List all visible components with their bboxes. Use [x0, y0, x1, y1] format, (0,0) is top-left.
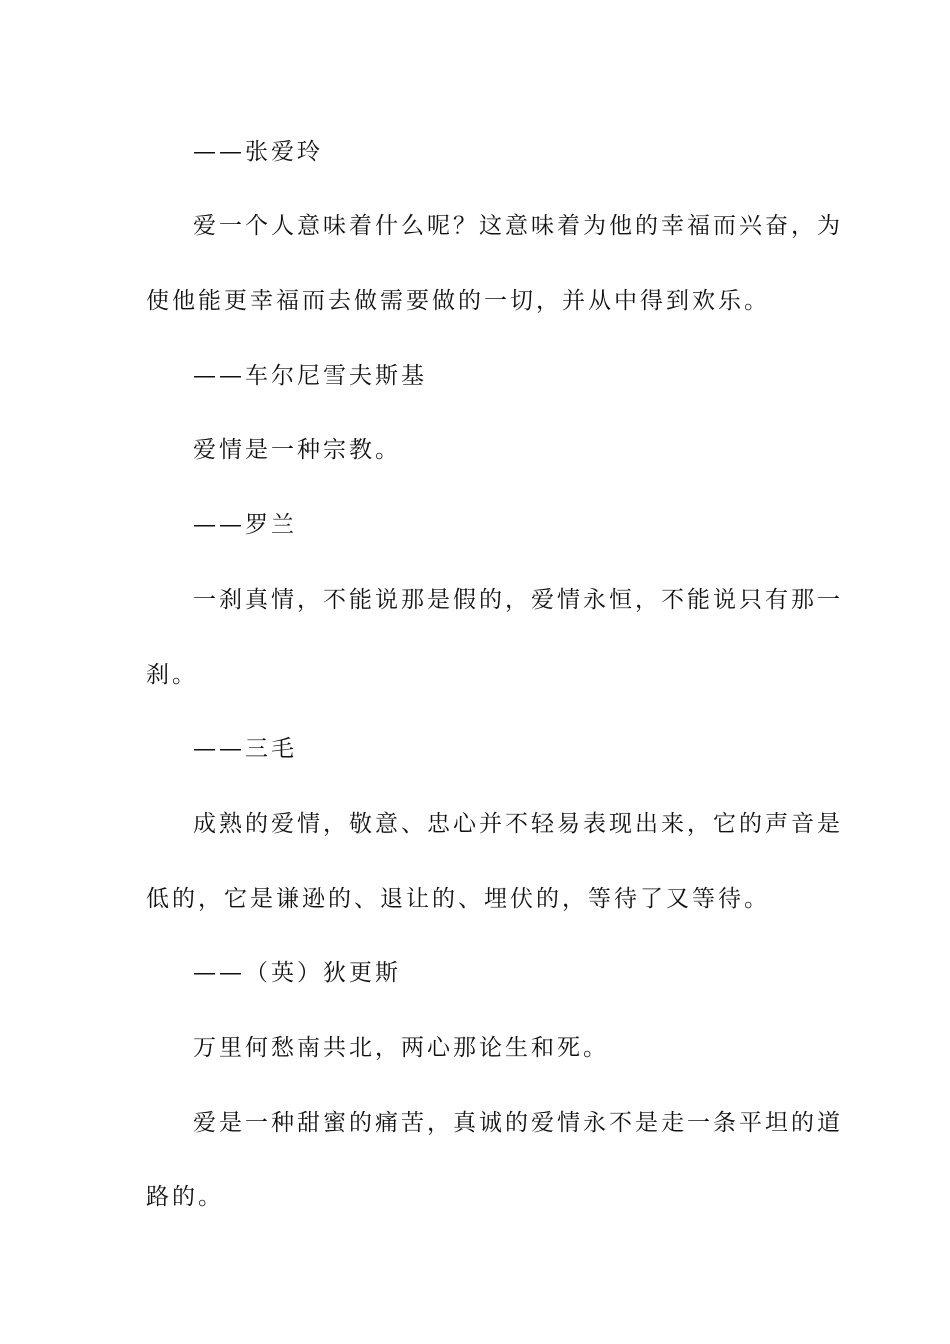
paragraph-line: 爱是一种甜蜜的痛苦，真诚的爱情永不是走一条平坦的道	[193, 1110, 843, 1136]
attribution-line: ——三毛	[193, 736, 297, 762]
paragraph-line: 路的。	[146, 1184, 224, 1210]
paragraph-line: 万里何愁南共北，两心那论生和死。	[193, 1035, 609, 1061]
paragraph-line: 爱一个人意味着什么呢？这意味着为他的幸福而兴奋，为	[193, 213, 843, 239]
attribution-line: ——罗兰	[193, 512, 297, 538]
paragraph-line: 低的，它是谦逊的、退让的、埋伏的，等待了又等待。	[146, 886, 770, 912]
attribution-line: ——（英）狄更斯	[193, 960, 401, 986]
attribution-line: ——张爱玲	[193, 139, 323, 165]
paragraph-line: 一刹真情，不能说那是假的，爱情永恒，不能说只有那一	[193, 587, 843, 613]
attribution-line: ——车尔尼雪夫斯基	[193, 363, 427, 389]
paragraph-line: 爱情是一种宗教。	[193, 437, 401, 463]
paragraph-line: 使他能更幸福而去做需要做的一切，并从中得到欢乐。	[146, 288, 770, 314]
paragraph-line: 成熟的爱情，敬意、忠心并不轻易表现出来，它的声音是	[193, 811, 843, 837]
paragraph-line: 刹。	[146, 662, 198, 688]
